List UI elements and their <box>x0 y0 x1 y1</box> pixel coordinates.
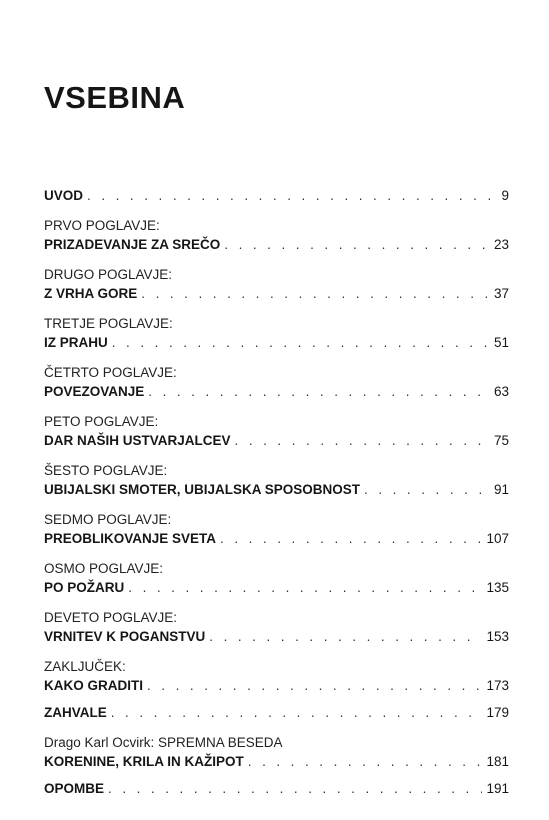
dot-leader <box>128 578 482 597</box>
toc-chapter-label: ŠESTO POGLAVJE: <box>44 463 168 478</box>
toc-line <box>44 480 509 499</box>
toc-entry-chapter-9 <box>44 609 509 646</box>
toc-page-number: 63 <box>493 384 509 399</box>
table-of-contents <box>44 186 509 798</box>
toc-line <box>44 752 509 771</box>
dot-leader <box>209 627 482 646</box>
toc-line <box>44 431 509 450</box>
dot-leader <box>141 284 490 303</box>
toc-page-number: 173 <box>486 678 509 693</box>
toc-line <box>44 529 509 548</box>
toc-entry-acknowledgements <box>44 703 509 722</box>
toc-title: OPOMBE <box>44 781 105 796</box>
toc-line <box>44 676 509 695</box>
toc-chapter-label: PETO POGLAVJE: <box>44 414 159 429</box>
toc-title: UVOD <box>44 188 84 203</box>
toc-page-number: 181 <box>486 754 509 769</box>
toc-title: KORENINE, KRILA IN KAŽIPOT <box>44 754 244 769</box>
toc-page-number: 107 <box>486 531 509 546</box>
toc-page-number: 23 <box>493 237 509 252</box>
toc-chapter-label: SEDMO POGLAVJE: <box>44 512 172 527</box>
toc-line <box>44 779 509 798</box>
toc-entry-afterword <box>44 734 509 771</box>
toc-chapter-label: DEVETO POGLAVJE: <box>44 610 178 625</box>
dot-leader <box>248 752 483 771</box>
toc-line <box>44 186 509 205</box>
toc-entry-chapter-1 <box>44 217 509 254</box>
toc-title: KAKO GRADITI <box>44 678 143 693</box>
toc-line <box>44 284 509 303</box>
toc-line <box>44 382 509 401</box>
toc-entry-chapter-5 <box>44 413 509 450</box>
toc-chapter-label: Drago Karl Ocvirk: SPREMNA BESEDA <box>44 735 283 750</box>
toc-entry-notes <box>44 779 509 798</box>
page-title: VSEBINA <box>44 80 186 115</box>
toc-title: DAR NAŠIH USTVARJALCEV <box>44 433 231 448</box>
toc-page-number: 179 <box>486 705 509 720</box>
toc-page-number: 9 <box>501 188 509 203</box>
toc-title: VRNITEV K POGANSTVU <box>44 629 206 644</box>
dot-leader <box>364 480 490 499</box>
toc-chapter-label: ČETRTO POGLAVJE: <box>44 365 177 380</box>
toc-page-number: 37 <box>493 286 509 301</box>
toc-entry-chapter-3 <box>44 315 509 352</box>
toc-page-number: 135 <box>486 580 509 595</box>
toc-line <box>44 627 509 646</box>
toc-entry-conclusion <box>44 658 509 695</box>
toc-title: Z VRHA GORE <box>44 286 138 301</box>
dot-leader <box>87 186 497 205</box>
toc-page-number: 153 <box>486 629 509 644</box>
toc-title: PRIZADEVANJE ZA SREČO <box>44 237 221 252</box>
toc-chapter-label: OSMO POGLAVJE: <box>44 561 164 576</box>
toc-entry-uvod <box>44 186 509 205</box>
toc-page-number: 91 <box>493 482 509 497</box>
toc-line <box>44 578 509 597</box>
dot-leader <box>220 529 482 548</box>
toc-page-number: 75 <box>493 433 509 448</box>
toc-chapter-label: TRETJE POGLAVJE: <box>44 316 173 331</box>
dot-leader <box>108 779 482 798</box>
toc-entry-chapter-6 <box>44 462 509 499</box>
toc-chapter-label: PRVO POGLAVJE: <box>44 218 160 233</box>
dot-leader <box>147 676 482 695</box>
toc-entry-chapter-7 <box>44 511 509 548</box>
toc-line <box>44 703 509 722</box>
toc-chapter-label: ZAKLJUČEK: <box>44 659 126 674</box>
toc-page-number: 51 <box>493 335 509 350</box>
toc-entry-chapter-4 <box>44 364 509 401</box>
dot-leader <box>111 703 483 722</box>
toc-title: PREOBLIKOVANJE SVETA <box>44 531 217 546</box>
toc-title: IZ PRAHU <box>44 335 108 350</box>
toc-chapter-label: DRUGO POGLAVJE: <box>44 267 173 282</box>
toc-entry-chapter-2 <box>44 266 509 303</box>
toc-title: POVEZOVANJE <box>44 384 145 399</box>
toc-line <box>44 333 509 352</box>
toc-page-number: 191 <box>486 781 509 796</box>
dot-leader <box>224 235 490 254</box>
toc-title: PO POŽARU <box>44 580 125 595</box>
dot-leader <box>148 382 490 401</box>
dot-leader <box>235 431 490 450</box>
toc-title: UBIJALSKI SMOTER, UBIJALSKA SPOSOBNOST <box>44 482 361 497</box>
dot-leader <box>112 333 490 352</box>
toc-entry-chapter-8 <box>44 560 509 597</box>
toc-line <box>44 235 509 254</box>
toc-title: ZAHVALE <box>44 705 107 720</box>
